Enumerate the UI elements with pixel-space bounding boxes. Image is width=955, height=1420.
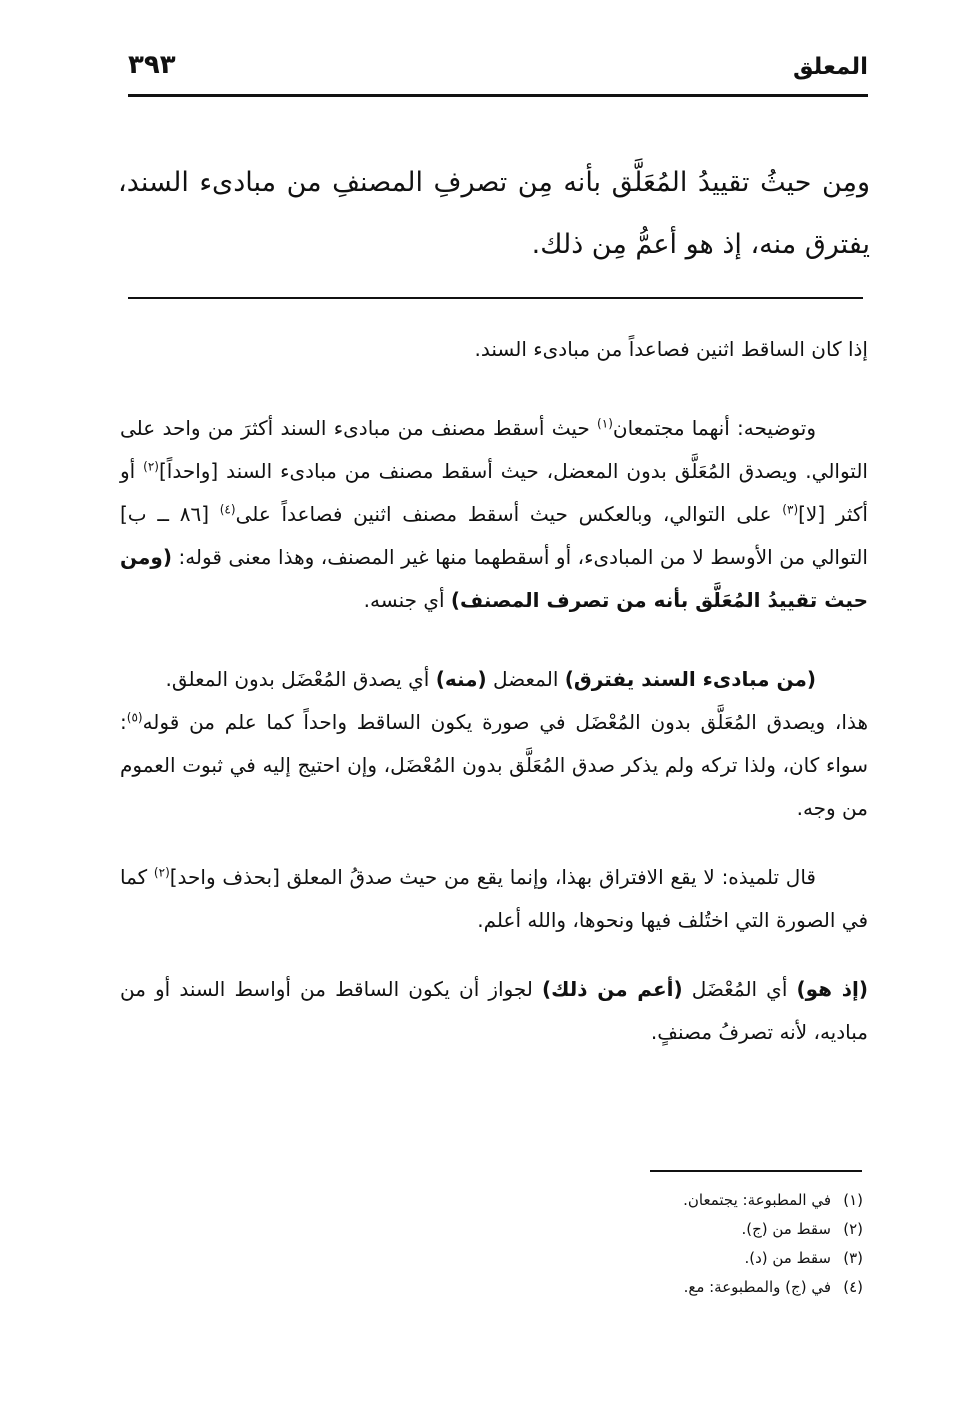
quoted-matn: (إذ هو) [796, 977, 869, 1001]
commentary-text: وتوضيحه: أنهما مجتمعان [612, 416, 816, 440]
footnote-number: (٣) [843, 1249, 863, 1267]
footnote-ref-4[interactable]: (٤) [219, 502, 236, 517]
quoted-matn: (ومن حيث تقييدُ المُعَلَّق بأنه من تصرف المصنف) [120, 545, 868, 612]
commentary-text: لجواز أن يكون الساقط من أواسط السند أو من مباديه، لأنه تصرفُ مصنفٍ. [120, 977, 868, 1044]
commentary-text: المعضل [486, 667, 565, 691]
commentary-paragraph-3 [120, 856, 868, 942]
footnote-ref-3[interactable]: (٣) [782, 502, 799, 517]
commentary-text: [٨٦ ــ ب] التوالي من الأوسط لا من المبادىء، أو أسقطهما منها غير المصنف، وهذا معنى قوله: [120, 502, 868, 569]
commentary-text: إذا كان الساقط اثنين فصاعداً من مبادىء السند. [474, 337, 868, 361]
footnote-number: (٤) [843, 1278, 863, 1296]
commentary-text: أي جنسه. [363, 588, 451, 612]
main-text-block [118, 152, 870, 276]
commentary-block [120, 328, 868, 1054]
commentary-paragraph-4 [120, 968, 868, 1054]
footnote-text: سقط من (د). [744, 1249, 831, 1267]
commentary-text: أو أكثر [لا] [120, 459, 868, 526]
footnote-text: في المطبوعة: يجتمعان. [683, 1191, 831, 1209]
footnote-item [503, 1273, 863, 1302]
quoted-matn: (أعم من ذلك) [542, 977, 683, 1001]
footnotes-block [503, 1186, 863, 1302]
quoted-matn: (من مبادىء السند يفترق) [564, 667, 816, 691]
running-header [128, 46, 868, 97]
footnote-item [503, 1186, 863, 1215]
commentary-text: هذا، ويصدق المُعَلَّق بدون المُعْضَل في صورة يكون الساقط واحداً كما علم من قوله [142, 710, 868, 734]
chapter-title: المعلق [792, 54, 868, 80]
footnote-ref-2[interactable]: (٢) [143, 459, 159, 474]
commentary-paragraph-1 [120, 407, 868, 622]
footnote-ref-5[interactable]: (٥) [126, 710, 143, 725]
commentary-text: كما في الصورة التي اختُلف فيها ونحوها، والله أعلم. [120, 865, 868, 932]
commentary-paragraph-0 [120, 328, 868, 371]
commentary-text: حيث أسقط مصنف من مبادىء السند أكثرَ من واحد على التوالي. ويصدق المُعَلَّق بدون المعضل، حيث أسقط مصنف من مبادىء السند [واحداً] [120, 416, 868, 483]
main-text: ومِن حيثُ تقييدُ المُعَلَّق بأنه مِن تصرفِ المصنفِ من مبادىء السند، يفترق منه، إذ هو أعمُّ مِن ذلك. [118, 167, 870, 260]
footnote-ref-6[interactable]: (٢) [153, 865, 170, 880]
footnote-number: (١) [843, 1191, 863, 1209]
commentary-text: أي المُعْضَل [682, 977, 797, 1001]
commentary-text: على التوالي، وبالعكس حيث أسقط مصنف اثنين فصاعداً على [235, 502, 783, 526]
footnote-text: سقط من (ج). [741, 1220, 831, 1238]
commentary-paragraph-2 [120, 658, 868, 701]
footnote-ref-1[interactable]: (١) [597, 416, 613, 431]
commentary-text: أي يصدق المُعْضَل بدون المعلق. [165, 667, 436, 691]
quoted-matn: (منه) [435, 667, 487, 691]
commentary-paragraph-2b [120, 701, 868, 830]
main-separator-line [128, 297, 863, 299]
page-number: ٣٩٣ [128, 50, 176, 80]
footnote-item [503, 1244, 863, 1273]
commentary-text: قال تلميذه: لا يقع الافتراق بهذا، وإنما يقع من حيث صدقُ المعلق [بحذف واحد] [169, 865, 816, 889]
commentary-text: : سواء كان، ولذا تركه ولم يذكر صدق المُعَلَّق بدون المُعْضَل، وإن احتيج إليه في ثبوت العموم من وجه. [120, 710, 868, 820]
footnote-separator-line [650, 1170, 862, 1172]
footnote-number: (٢) [843, 1220, 863, 1238]
footnote-item [503, 1215, 863, 1244]
footnote-text: في (ج) والمطبوعة: مع. [683, 1278, 831, 1296]
